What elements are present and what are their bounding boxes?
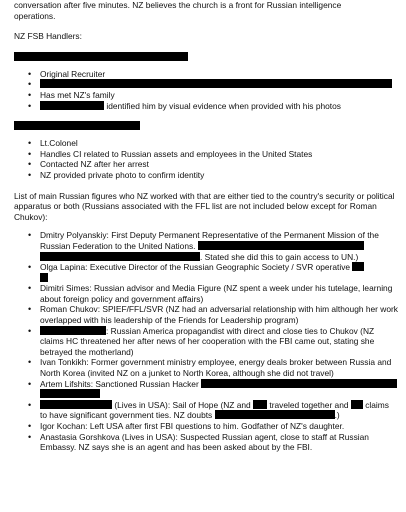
redaction <box>40 273 48 282</box>
figures-list <box>14 230 398 452</box>
redaction <box>40 252 200 261</box>
redaction <box>351 400 363 409</box>
redaction <box>40 326 106 335</box>
redaction <box>201 379 397 388</box>
handler2-list <box>14 138 398 180</box>
handler1-item: • identified him by visual evidence when provided with his photos <box>14 101 398 112</box>
redaction <box>40 389 100 398</box>
handler2-item: • Handles CI related to Russian assets and employees in the United States <box>14 149 398 160</box>
handler2-item: • NZ provided private photo to confirm identity <box>14 170 398 181</box>
redaction <box>40 400 112 409</box>
figure-item: • Roman Chukov: SPIEF/FFL/SVR (NZ had an adversarial relationship with him although her work overlapped with his leadership of the Friends for Leadership program) <box>14 304 398 325</box>
redaction <box>198 241 364 250</box>
intro-line-2: operations. <box>14 10 56 21</box>
handler1-item: • Original Recruiter <box>14 69 398 80</box>
figure-item: • Ivan Tonkikh: Former government ministry employee, energy deals broker between Russia and North Korea (invited NZ on a junket to North Korea, although she did not travel) <box>14 357 398 378</box>
figure-item: • (Lives in USA): Sail of Hope (NZ and traveled together and claims to have significant government ties. NZ doubts .) <box>14 400 398 421</box>
redaction <box>40 79 392 88</box>
list-intro: List of main Russian figures who NZ worked with that are either tied to the country's security or political apparatus or both (Russians associated with the FFL list are not included below except for Roman Chukov): <box>14 190 395 222</box>
document-page <box>14 0 398 453</box>
redaction <box>253 400 267 409</box>
handler1-item: • Has met NZ's family <box>14 90 398 101</box>
handler1-item <box>14 79 398 90</box>
figure-item: • Dimitri Simes: Russian advisor and Media Figure (NZ spent a week under his tutelage, learning about foreign policy and government affairs) <box>14 283 398 304</box>
figure-item: • Olga Lapina: Executive Director of the Russian Geographic Society / SVR operative <box>14 262 398 283</box>
figure-item: • Artem Lifshits: Sanctioned Russian Hacker <box>14 379 398 400</box>
handler2-item: • Contacted NZ after her arrest <box>14 159 398 170</box>
handlers-heading: NZ FSB Handlers: <box>14 31 82 42</box>
redaction <box>215 410 335 419</box>
figure-item: • Anastasia Gorshkova (Lives in USA): Suspected Russian agent, close to staff at Russian Embassy. NZ says she is an agent and has been asked about by the FBI. <box>14 432 398 453</box>
handler2-item: • Lt.Colonel <box>14 138 398 149</box>
intro-line-1: conversation after five minutes. NZ believes the church is a front for Russian intelligence <box>14 0 342 10</box>
handler1-list <box>14 69 398 111</box>
figure-item: • Igor Kochan: Left USA after first FBI questions to him. Godfather of NZ's daughter. <box>14 421 398 432</box>
redaction-handler1-name <box>14 52 188 61</box>
redaction-handler2-name <box>14 121 140 130</box>
figure-item: • Dmitry Polyanskiy: First Deputy Permanent Representative of the Permanent Mission of the Russian Federation to the United Nations. . Stated she did this to gain access to UN.) <box>14 230 398 262</box>
figure-item: • : Russian America propagandist with direct and close ties to Chukov (NZ claims HC threatened her after news of her cooperation with the FBI came out, stating she betrayed the motherland) <box>14 326 398 358</box>
redaction <box>352 262 364 271</box>
redaction <box>40 101 104 110</box>
